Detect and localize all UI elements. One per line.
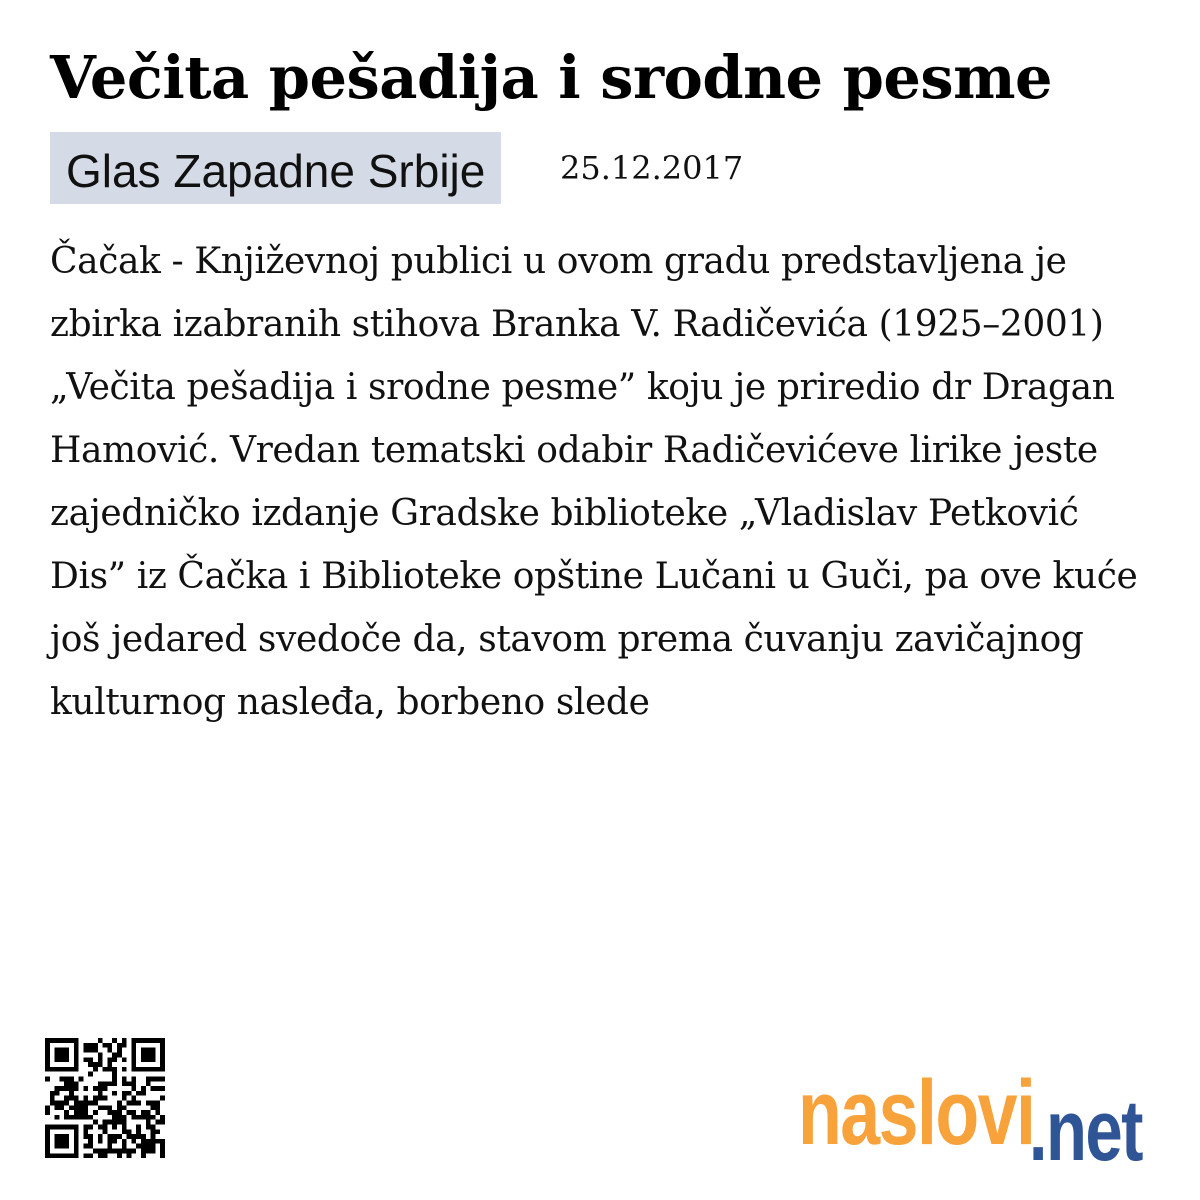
source-badge[interactable]: Glas Zapadne Srbije bbox=[50, 132, 501, 204]
article-body: Čačak - Književnoj publici u ovom gradu predstavljena je zbirka izabranih stihova Branka V. Radičevića (1925–2001) „Večita pešadija i srodne pesme” koju je priredio dr Dragan Hamović. Vredan tematski odabir Radičevićeve lirike jeste zajedničko izdanje Gradske biblioteke „Vladislav Petković Dis” iz Čačka i Biblioteke opštine Lučani u Guči, pa ove kuće još jedared svedoče da, stavom prema čuvanju zavičajnog kulturnog nasleđa, borbeno slede bbox=[50, 241, 1138, 723]
logo-text-naslovi: naslovi bbox=[798, 1061, 1035, 1165]
article-title: Večita pešadija i srodne pesme bbox=[50, 43, 1053, 112]
qr-code-icon bbox=[45, 1038, 165, 1163]
naslovi-logo[interactable] bbox=[798, 1060, 1168, 1170]
logo-text-net: .net bbox=[1028, 1083, 1142, 1170]
article-date: 25.12.2017 bbox=[560, 149, 744, 187]
